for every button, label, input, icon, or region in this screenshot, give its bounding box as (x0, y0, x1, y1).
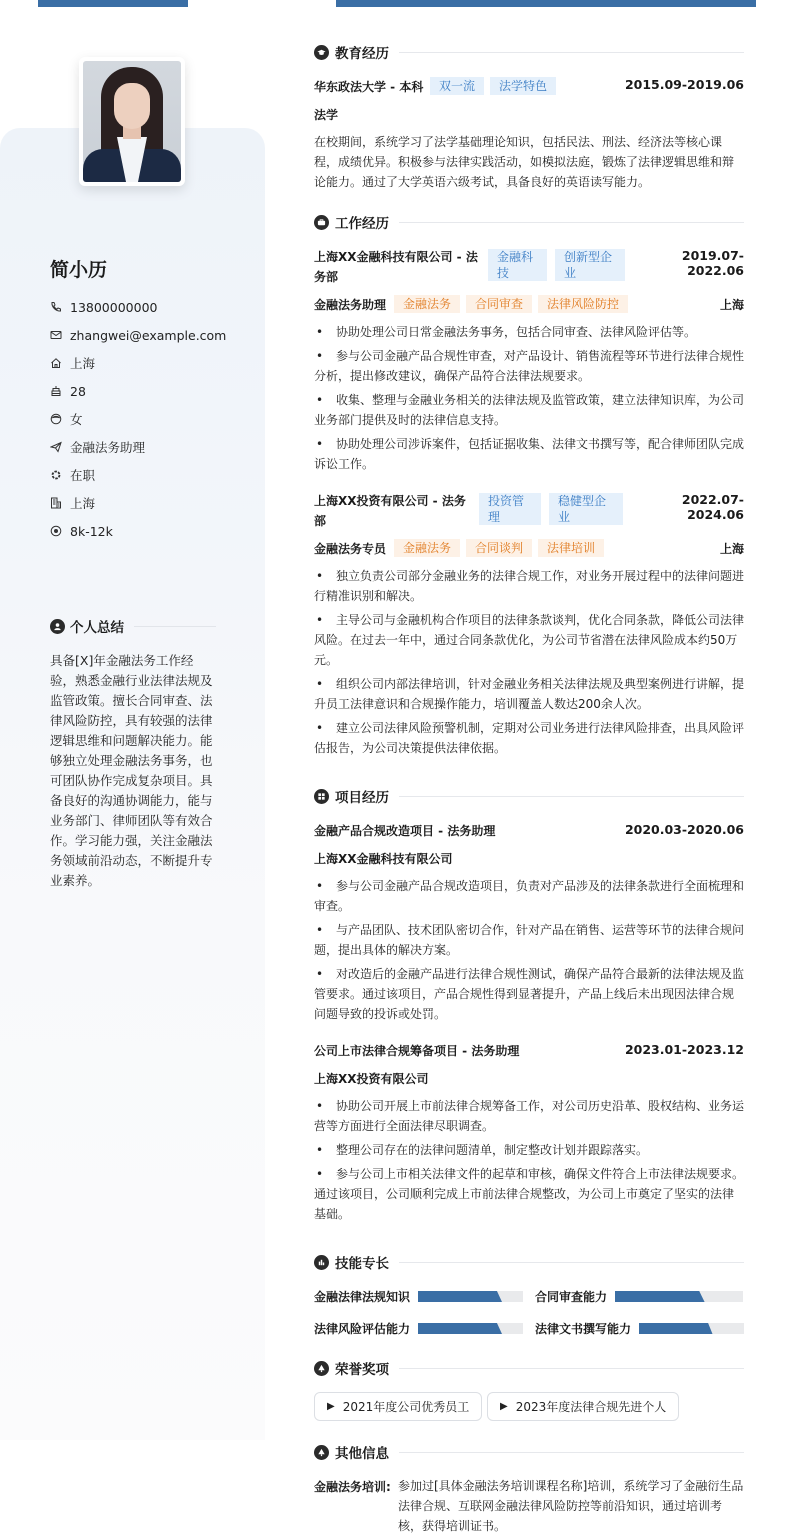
salary-icon (50, 525, 62, 537)
job-date: 2022.07-2024.06 (681, 492, 744, 522)
avatar (79, 57, 185, 186)
education-major: 法学 (314, 108, 339, 122)
education-title: 教育经历 (335, 46, 389, 62)
work-title: 工作经历 (335, 216, 389, 232)
other-text: 参加过[具体金融法务培训课程名称]培训，系统学习了金融衍生品法律合规、互联网金融法律风险防控等前沿知识，通过培训考核，获得培训证书。 (398, 1479, 744, 1533)
info-location (50, 349, 226, 377)
project-date: 2023.01-2023.12 (624, 1042, 744, 1057)
award-item (314, 1392, 482, 1421)
tree-icon (314, 1445, 329, 1460)
job-city: 上海 (719, 298, 744, 312)
job-bullet: • 主导公司与金融机构合作项目的法律条款谈判，优化合同条款，降低公司法律风险。在过去一年中，通过合同条款优化，为公司节省潜在法律风险成本约50万元。 (314, 613, 745, 667)
job-bullet: • 协助处理公司日常金融法务事务，包括合同审查、法律风险评估等。 (316, 325, 697, 339)
job-date: 2019.07-2022.06 (681, 248, 744, 278)
project-bullet: • 协助公司开展上市前法律合规筹备工作，对公司历史沿革、股权结构、业务运营等方面进行全面法律尽职调查。 (314, 1099, 745, 1133)
skill-bar (615, 1291, 743, 1302)
skill-tag: 法律风险防控 (538, 295, 628, 313)
education-school: 华东政法大学 - 本科 (314, 80, 424, 94)
skill-label: 金融法律法规知识 (314, 1290, 411, 1304)
job-bullet: • 协助处理公司涉诉案件，包括证据收集、法律文书撰写等，配合律师团队完成诉讼工作。 (314, 437, 745, 471)
projects-title: 项目经历 (335, 790, 389, 806)
skill-bar-fill (615, 1291, 705, 1302)
skill-label: 合同审查能力 (535, 1290, 608, 1304)
job-city: 上海 (719, 542, 744, 556)
home-icon (50, 357, 62, 369)
divider (134, 626, 216, 627)
info-email (50, 321, 226, 349)
gender-value: 女 (70, 412, 83, 427)
top-accent-bar-right (336, 0, 756, 7)
project-bullet: • 参与公司金融产品合规改造项目，负责对产品涉及的法律条款进行全面梳理和审查。 (314, 879, 745, 913)
briefcase-icon (314, 215, 329, 230)
work-section-header (314, 212, 744, 232)
summary-section-header (50, 616, 216, 636)
award-item (487, 1392, 679, 1421)
skill-tag: 法律培训 (538, 539, 604, 557)
skill-bar-fill (418, 1291, 502, 1302)
summary-text: 具备[X]年金融法务工作经验，熟悉金融行业法律法规及监管政策。擅长合同审查、法律风险防控，具有较强的法律逻辑思维和问题解决能力。能够独立处理金融法务事务，也可团队协作完成复杂项目。具备良好的沟通协调能力，能与业务部门、律师团队等有效合作。学习能力强，关注金融法务领域前沿动态，不断提升专业素养。 (50, 653, 213, 888)
user-icon (50, 619, 65, 634)
age-value: 28 (70, 383, 86, 399)
contact-info-list (50, 293, 226, 545)
triangle-right-icon: ▶ (327, 1401, 335, 1412)
graduation-cap-icon (314, 45, 329, 60)
divider (399, 1368, 744, 1369)
project-bullet: • 整理公司存在的法律问题清单，制定整改计划并跟踪落实。 (316, 1143, 649, 1157)
skill-bar (639, 1323, 744, 1334)
skills-title: 技能专长 (335, 1256, 389, 1272)
skill-bar (418, 1323, 523, 1334)
cake-icon (50, 385, 62, 397)
phone-icon (50, 301, 62, 313)
awards-title: 荣誉奖项 (335, 1362, 389, 1378)
skill-bar-fill (639, 1323, 713, 1334)
top-accent-bar-left (38, 0, 188, 7)
candidate-name: 简小历 (50, 259, 108, 281)
education-tag: 双一流 (430, 77, 484, 95)
project-bullet: • 参与公司上市相关法律文件的起草和审核，确保文件符合上市法律法规要求。通过该项目，公司顺利完成上市前法律合规整改，为公司上市奠定了坚实的法律基础。 (314, 1167, 745, 1221)
company-tag: 稳健型企业 (549, 493, 623, 525)
job-bullet: • 独立负责公司部分金融业务的法律合规工作，对业务开展过程中的法律问题进行精准识别和解决。 (314, 569, 745, 603)
job-bullet: • 收集、整理与金融业务相关的法律法规及监管政策，建立法律知识库，为公司业务部门提供及时的法律信息支持。 (314, 393, 745, 427)
project-company: 上海XX金融科技有限公司 (314, 852, 453, 866)
project-bullet: • 与产品团队、技术团队密切合作，针对产品在销售、运营等环节的法律合规问题，提出具体的解决方案。 (314, 923, 745, 957)
project-name: 公司上市法律合规筹备项目 - 法务助理 (314, 1044, 520, 1058)
education-tag: 法学特色 (490, 77, 556, 95)
skill-label: 法律文书撰写能力 (535, 1322, 632, 1336)
project-bullet: • 对改造后的金融产品进行法律合规性测试，确保产品符合最新的法律法规及监管要求。通过该项目，产品合规性得到显著提升，产品上线后未出现因法律合规问题导致的投诉或处罚。 (314, 967, 745, 1021)
mail-icon (50, 329, 62, 341)
project-date: 2020.03-2020.06 (624, 822, 744, 837)
bar-chart-icon (314, 1255, 329, 1270)
info-age (50, 377, 226, 405)
skill-bar-fill (418, 1323, 502, 1334)
job-position: 金融法务助理 (314, 298, 387, 312)
other-label: 金融法务培训: (314, 1480, 391, 1494)
projects-section-header (314, 786, 744, 806)
job-bullet: • 参与公司金融产品合规性审查，对产品设计、销售流程等环节进行法律合规性分析，提出修改建议，确保产品符合法律法规要求。 (314, 349, 745, 383)
company-tag: 投资管理 (479, 493, 541, 525)
phone-value: 13800000000 (70, 299, 158, 315)
gender-icon (50, 413, 62, 425)
grid-icon (314, 789, 329, 804)
skill-bar (418, 1291, 523, 1302)
info-gender (50, 405, 226, 433)
skill-tag: 金融法务 (394, 539, 460, 557)
job-bullet: • 组织公司内部法律培训，针对金融业务相关法律法规及典型案例进行讲解，提升员工法律意识和合规操作能力，培训覆盖人数达200余人次。 (314, 677, 745, 711)
job-company: 上海XX金融科技有限公司 - 法务部 (314, 250, 478, 284)
award-label: 2021年度公司优秀员工 (342, 1400, 470, 1414)
skills-section-header (314, 1252, 744, 1272)
info-phone (50, 293, 226, 321)
other-title: 其他信息 (335, 1446, 389, 1462)
info-position (50, 433, 226, 461)
job-company: 上海XX投资有限公司 - 法务部 (314, 494, 466, 528)
job-position: 金融法务专员 (314, 542, 387, 556)
company-tag: 创新型企业 (555, 249, 625, 281)
divider (399, 52, 744, 53)
skill-tag: 金融法务 (394, 295, 460, 313)
education-section-header (314, 42, 744, 62)
status-icon (50, 469, 62, 481)
trophy-icon (314, 1361, 329, 1376)
divider (399, 1262, 744, 1263)
email-value: zhangwei@example.com (70, 327, 227, 343)
info-city (50, 489, 226, 517)
position-value: 金融法务助理 (70, 440, 146, 455)
skill-label: 法律风险评估能力 (314, 1322, 411, 1336)
profile-photo (83, 61, 181, 182)
info-salary (50, 517, 226, 545)
info-status (50, 461, 226, 489)
divider (399, 796, 744, 797)
other-section-header (314, 1442, 744, 1462)
triangle-right-icon: ▶ (500, 1401, 508, 1412)
education-date: 2015.09-2019.06 (624, 77, 744, 92)
skill-tag: 合同审查 (466, 295, 532, 313)
education-description: 在校期间，系统学习了法学基础理论知识，包括民法、刑法、经济法等核心课程，成绩优异。积极参与法律实践活动，如模拟法庭，锻炼了法律逻辑思维和辩论能力。通过了大学英语六级考试，具备良好的英语读写能力。 (314, 135, 735, 189)
summary-title: 个人总结 (70, 620, 124, 636)
awards-section-header (314, 1358, 744, 1378)
location-value: 上海 (70, 356, 96, 371)
project-company: 上海XX投资有限公司 (314, 1072, 429, 1086)
job-bullet: • 建立公司法律风险预警机制，定期对公司业务进行法律风险排查，出具风险评估报告，为公司决策提供法律依据。 (314, 721, 745, 755)
divider (399, 222, 744, 223)
skill-tag: 合同谈判 (466, 539, 532, 557)
project-name: 金融产品合规改造项目 - 法务助理 (314, 824, 496, 838)
status-value: 在职 (70, 468, 96, 483)
building-icon (50, 497, 62, 509)
award-label: 2023年度法律合规先进个人 (515, 1400, 667, 1414)
salary-value: 8k-12k (70, 523, 113, 539)
company-tag: 金融科技 (488, 249, 547, 281)
divider (399, 1452, 744, 1453)
city-value: 上海 (70, 496, 96, 511)
send-icon (50, 441, 62, 453)
